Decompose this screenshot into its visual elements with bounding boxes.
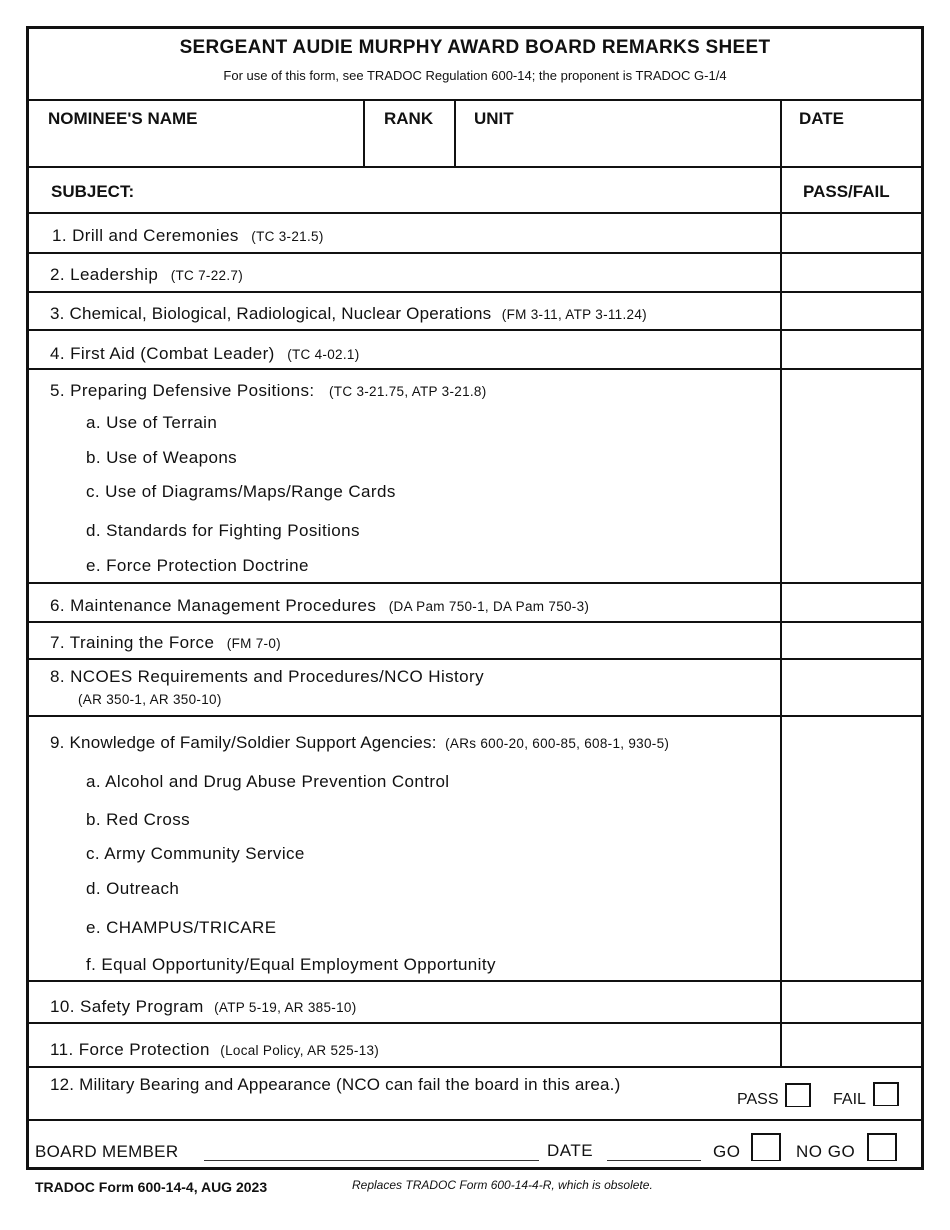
col-passfail-divider (780, 100, 782, 1067)
form-subtitle: For use of this form, see TRADOC Regulation 600-14; the proponent is TRADOC G-1/4 (223, 68, 727, 83)
subject-9d: d. Outreach (86, 879, 180, 898)
nominee-name-field[interactable] (30, 135, 360, 163)
unit-label: UNIT (474, 109, 514, 128)
rule-row11 (26, 1066, 924, 1068)
subject-9e: e. CHAMPUS/TRICARE (86, 918, 277, 937)
subject-4 (50, 344, 360, 364)
rule-row2 (26, 291, 924, 293)
subject-4-ref: (TC 4-02.1) (287, 347, 360, 362)
passfail-cell-10[interactable] (784, 983, 920, 1020)
subject-9f: f. Equal Opportunity/Equal Employment Opportunity (86, 955, 496, 974)
subject-9c: c. Army Community Service (86, 844, 305, 863)
board-member-label: BOARD MEMBER (35, 1142, 179, 1161)
go-label: GO (713, 1142, 741, 1161)
passfail-cell-7[interactable] (784, 624, 920, 656)
subject-3-ref: (FM 3-11, ATP 3-11.24) (501, 307, 647, 322)
subject-8-label: 8. NCOES Requirements and Procedures/NCO History (50, 667, 484, 686)
subject-label: SUBJECT: (51, 182, 135, 201)
rule-row10 (26, 1022, 924, 1024)
board-date-label: DATE (547, 1141, 594, 1160)
rule-title (26, 99, 924, 101)
rule-row9 (26, 980, 924, 982)
subject-5-label: 5. Preparing Defensive Positions: (50, 381, 315, 400)
subject-1 (52, 226, 324, 246)
subject-2 (50, 265, 243, 285)
subject-7-ref: (FM 7-0) (226, 636, 281, 651)
subject-5b: b. Use of Weapons (86, 448, 238, 467)
subject-5a: a. Use of Terrain (86, 413, 218, 432)
pass-label: PASS (737, 1091, 779, 1108)
passfail-cell-5[interactable] (784, 371, 920, 580)
subject-11 (50, 1040, 379, 1060)
fail-checkbox[interactable] (873, 1082, 899, 1106)
subject-9 (50, 733, 669, 753)
subject-5e: e. Force Protection Doctrine (86, 556, 309, 575)
fail-label: FAIL (833, 1091, 866, 1108)
board-member-field[interactable] (204, 1160, 539, 1161)
subject-1-label: 1. Drill and Ceremonies (52, 226, 239, 245)
rule-row1 (26, 252, 924, 254)
passfail-cell-4[interactable] (784, 332, 920, 366)
rule-row12 (26, 1119, 924, 1121)
passfail-cell-3[interactable] (784, 294, 920, 327)
subject-6-label: 6. Maintenance Management Procedures (50, 596, 377, 615)
subject-9b: b. Red Cross (86, 810, 191, 829)
date-field[interactable] (784, 135, 918, 163)
form-id: TRADOC Form 600-14-4, AUG 2023 (35, 1179, 268, 1195)
subject-11-label: 11. Force Protection (50, 1040, 210, 1059)
subject-12-label: 12. Military Bearing and Appearance (NCO can fail the board in this area.) (50, 1075, 621, 1094)
passfail-cell-9[interactable] (784, 718, 920, 978)
subject-10-ref: (ATP 5-19, AR 385-10) (214, 1000, 357, 1015)
subject-5-ref: (TC 3-21.75, ATP 3-21.8) (329, 384, 487, 399)
subject-9-ref: (ARs 600-20, 600-85, 608-1, 930-5) (445, 736, 670, 751)
form-title: SERGEANT AUDIE MURPHY AWARD BOARD REMARKS SHEET (179, 37, 771, 58)
rule-row6 (26, 621, 924, 623)
date-label: DATE (799, 109, 845, 128)
nogo-checkbox[interactable] (867, 1133, 897, 1161)
rule-row7 (26, 658, 924, 660)
rule-subject (26, 212, 924, 214)
subject-5d: d. Standards for Fighting Positions (86, 521, 360, 540)
subject-6-ref: (DA Pam 750-1, DA Pam 750-3) (388, 599, 590, 614)
rule-header (26, 166, 924, 168)
passfail-cell-11[interactable] (784, 1025, 920, 1064)
subject-5c: c. Use of Diagrams/Maps/Range Cards (86, 482, 396, 501)
subject-6 (50, 596, 589, 616)
rule-row4 (26, 368, 924, 370)
rule-row5 (26, 582, 924, 584)
pass-checkbox[interactable] (785, 1083, 811, 1107)
nogo-label: NO GO (796, 1142, 856, 1161)
subject-9-label: 9. Knowledge of Family/Soldier Support Agencies: (50, 733, 437, 752)
subject-11-ref: (Local Policy, AR 525-13) (220, 1043, 380, 1058)
board-date-field[interactable] (607, 1160, 701, 1161)
subject-9a: a. Alcohol and Drug Abuse Prevention Control (86, 772, 450, 791)
subject-7-label: 7. Training the Force (50, 633, 215, 652)
passfail-cell-8[interactable] (784, 661, 920, 713)
obsolete-note: Replaces TRADOC Form 600-14-4-R, which is obsolete. (352, 1178, 653, 1192)
nominee-name-label: NOMINEE'S NAME (48, 109, 198, 128)
rank-field[interactable] (367, 135, 451, 163)
col-unit-divider (454, 100, 456, 167)
passfail-cell-1[interactable] (784, 215, 920, 250)
rank-label: RANK (384, 109, 434, 128)
subject-8-ref: (AR 350-1, AR 350-10) (78, 692, 222, 707)
passfail-cell-6[interactable] (784, 585, 920, 619)
subject-3 (50, 304, 647, 324)
subject-7 (50, 633, 281, 653)
passfail-label: PASS/FAIL (803, 182, 890, 201)
subject-10-label: 10. Safety Program (50, 997, 204, 1016)
subject-5 (50, 381, 487, 401)
subject-1-ref: (TC 3-21.5) (251, 229, 324, 244)
rule-row8 (26, 715, 924, 717)
subject-3-label: 3. Chemical, Biological, Radiological, Nuclear Operations (50, 304, 492, 323)
subject-2-label: 2. Leadership (50, 265, 159, 284)
subject-10 (50, 997, 357, 1017)
subject-2-ref: (TC 7-22.7) (170, 268, 244, 283)
col-rank-divider (363, 100, 365, 167)
rule-row3 (26, 329, 924, 331)
unit-field[interactable] (458, 135, 776, 163)
go-checkbox[interactable] (751, 1133, 781, 1161)
passfail-cell-2[interactable] (784, 255, 920, 289)
subject-4-label: 4. First Aid (Combat Leader) (50, 344, 275, 363)
